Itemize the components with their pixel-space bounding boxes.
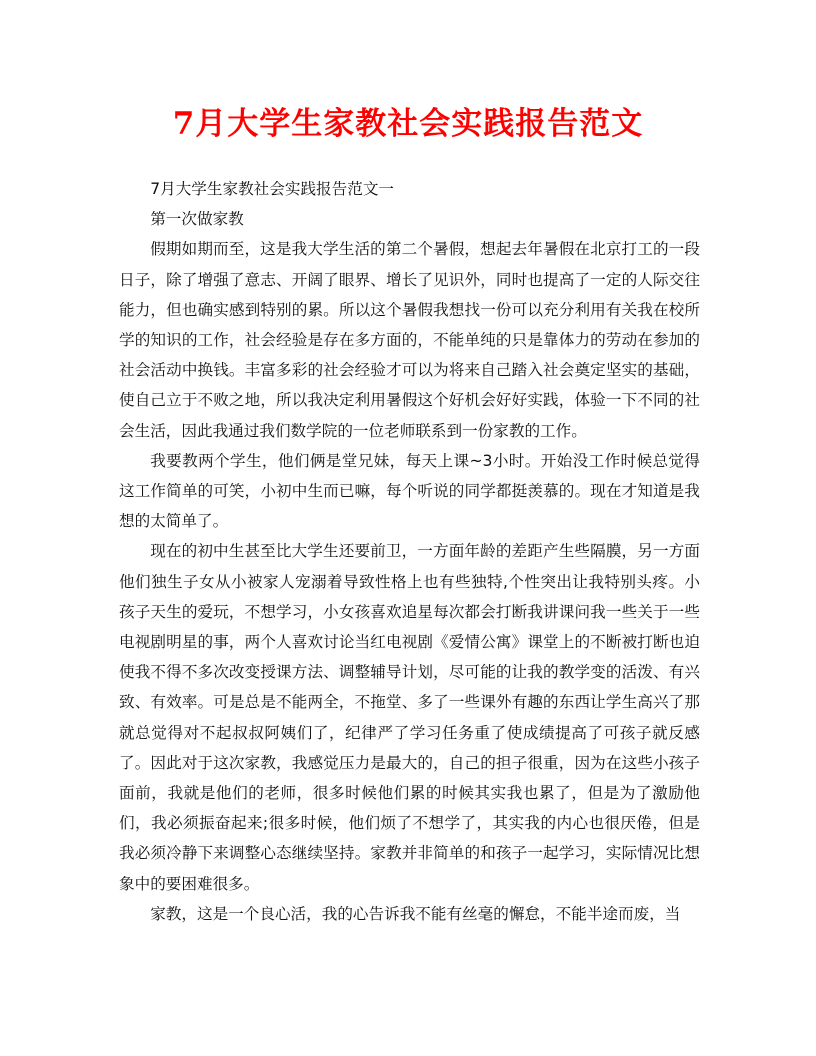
paragraph: 现在的初中生甚至比大学生还要前卫，一方面年龄的差距产生些隔膜，另一方面他们独生子女从小被家人宠溺着导致性格上也有些独特,个性突出让我特别头疼。小孩子天生的爱玩，不想学习，小女孩喜欢追星每次都会打断我讲课问我一些关于一些电视剧明星的事，两个人喜欢讨论当红电视剧《爱情公寓》课堂上的不断被打断也迫使我不得不多次改变授课方法、调整辅导计划，尽可能的让我的教学变的活泼、有兴致、有效率。可是总是不能两全，不拖堂、多了一些课外有趣的东西让学生高兴了那就总觉得对不起叔叔阿姨们了，纪律严了学习任务重了使成绩提高了可孩子就反感了。因此对于这次家教，我感觉压力是最大的，自己的担子很重，因为在这些小孩子面前，我就是他们的老师，很多时候他们累的时候其实我也累了，但是为了激励他们，我必须振奋起来;很多时候，他们烦了不想学了，其实我的内心也很厌倦，但是我必须冷静下来调整心态继续坚持。家教并非简单的和孩子一起学习，实际情况比想象中的要困难很多。 <box>119 542 700 893</box>
subheading: 第一次做家教 <box>150 210 244 229</box>
section-heading: 7月大学生家教社会实践报告范文一 <box>150 180 395 198</box>
paragraph: 假期如期而至，这是我大学生活的第二个暑假，想起去年暑假在北京打工的一段日子，除了增强了意志、开阔了眼界、增长了见识外，同时也提高了一定的人际交往能力，但也确实感到特别的累。所以这个暑假我想找一份可以充分利用有关我在校所学的知识的工作，社会经验是存在多方面的，不能单纯的只是靠体力的劳动在参加的社会活动中换钱。丰富多彩的社会经验才可以为将来自己踏入社会奠定坚实的基础，使自己立于不败之地，所以我决定利用暑假这个好机会好好实践，体验一下不同的社会生活，因此我通过我们数学院的一位老师联系到一份家教的工作。 <box>119 240 700 440</box>
document-body <box>119 174 700 929</box>
paragraph: 我要教两个学生，他们俩是堂兄妹，每天上课~3小时。开始没工作时候总觉得这工作简单的可笑，小初中生而已嘛，每个听说的同学都挺羡慕的。现在才知道是我想的太简单了。 <box>119 451 700 531</box>
paragraph: 家教，这是一个良心活，我的心告诉我不能有丝毫的懈怠，不能半途而废，当 <box>150 904 681 923</box>
document-title: 7月大学生家教社会实践报告范文 <box>172 106 644 142</box>
